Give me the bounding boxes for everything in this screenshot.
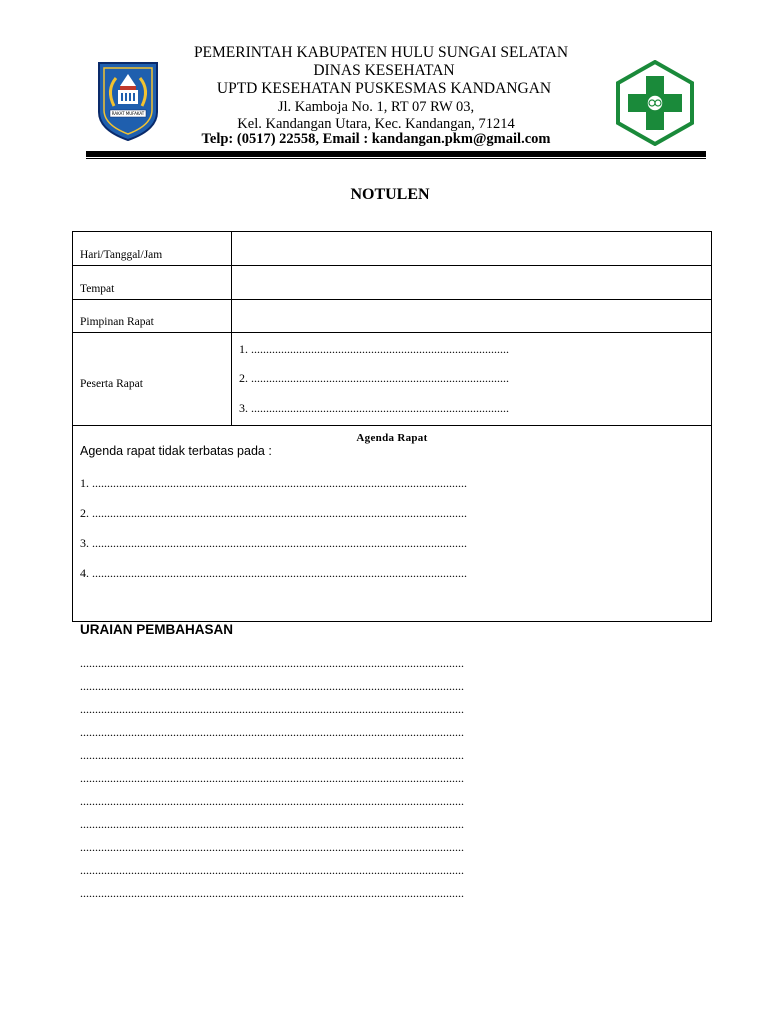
header-rule-thick [86, 151, 706, 157]
uraian-line[interactable]: ................................................................................................................................ [80, 794, 464, 808]
agenda-item[interactable]: 2. ............................................................................................................................. [80, 506, 467, 520]
tempat-field[interactable] [232, 266, 712, 299]
table-row-divider [73, 425, 711, 426]
pimpinan-rapat-field[interactable] [232, 300, 712, 332]
uraian-line[interactable]: ................................................................................................................................ [80, 863, 464, 877]
header-unit-line: UPTD KESEHATAN PUSKESMAS KANDANGAN [216, 80, 552, 97]
uraian-line[interactable]: ................................................................................................................................ [80, 725, 464, 739]
hari-tanggal-jam-field[interactable] [232, 232, 712, 265]
header-government-line: PEMERINTAH KABUPATEN HULU SUNGAI SELATAN [193, 44, 569, 61]
table-row-divider [73, 332, 711, 333]
logo-motto-text: RAKAT MUFAKAT [111, 111, 145, 116]
header-rule-thin [86, 158, 706, 159]
peserta-item[interactable]: 3. ...................................................................................... [239, 401, 509, 415]
agenda-title: Agenda Rapat [356, 432, 428, 444]
uraian-line[interactable]: ................................................................................................................................ [80, 886, 464, 900]
uraian-section-title: URAIAN PEMBAHASAN [80, 622, 234, 637]
agenda-intro: Agenda rapat tidak terbatas pada : [80, 444, 272, 458]
agenda-item[interactable]: 1. ............................................................................................................................. [80, 476, 467, 490]
document-title: NOTULEN [350, 186, 430, 203]
label-peserta-rapat: Peserta Rapat [80, 378, 143, 390]
uraian-line[interactable]: ................................................................................................................................ [80, 817, 464, 831]
uraian-line[interactable]: ................................................................................................................................ [80, 679, 464, 693]
header-district-line: Kel. Kandangan Utara, Kec. Kandangan, 71214 [237, 116, 515, 132]
peserta-item[interactable]: 1. ...................................................................................... [239, 342, 509, 356]
uraian-line[interactable]: ................................................................................................................................ [80, 656, 464, 670]
label-pimpinan-rapat: Pimpinan Rapat [80, 316, 154, 328]
header-address-line: Jl. Kamboja No. 1, RT 07 RW 03, [277, 99, 475, 115]
peserta-item[interactable]: 2. ...................................................................................... [239, 371, 509, 385]
uraian-line[interactable]: ................................................................................................................................ [80, 840, 464, 854]
label-tempat: Tempat [80, 283, 115, 295]
meeting-info-table [72, 231, 712, 622]
uraian-line[interactable]: ................................................................................................................................ [80, 748, 464, 762]
label-hari-tanggal-jam: Hari/Tanggal/Jam [80, 249, 163, 261]
uraian-line[interactable]: ................................................................................................................................ [80, 771, 464, 785]
agenda-item[interactable]: 3. ............................................................................................................................. [80, 536, 467, 550]
header-department-line: DINAS KESEHATAN [313, 62, 455, 79]
agenda-item[interactable]: 4. ............................................................................................................................. [80, 566, 467, 580]
uraian-line[interactable]: ................................................................................................................................ [80, 702, 464, 716]
header-contact-line: Telp: (0517) 22558, Email : kandangan.pkm@gmail.com [201, 131, 551, 147]
